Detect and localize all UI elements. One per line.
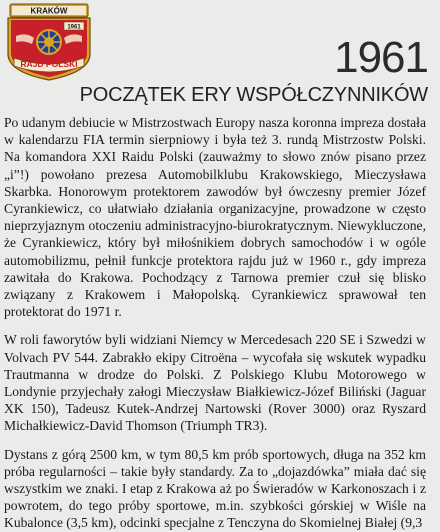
paragraph: W roli faworytów byli widziani Niemcy w Mercedesach 220 SE i Szwedzi w Volvach PV 544. Zabrakło ekipy Citroëna – wycofała się wskutek wypadku Trautmanna w drodze do Polski. Z Polskiego Klubu Motorowego w Londynie przyjechały załogi Mieczysław Białkiewicz-Józef Biliński (Jaguar XK 150), Tadeusz Kutek-Andrzej Nartowski (Rover 3000) oraz Ryszard Michałkiewicz-David Thomson (Triumph TR3). [4, 332, 426, 434]
article-body [4, 114, 426, 532]
badge-bottom-text: RAJD POLSKI [20, 59, 78, 69]
badge-number: 1961 [67, 24, 81, 31]
paragraph: Dystans z górą 2500 km, w tym 80,5 km prób sportowych, długa na 352 km próba regularności – takie były standardy. Za to „dojazdówka” miała dać się wszystkim we znaki. I etap z Krakowa aż po Świeradów w Karkonoszach i z powrotem, do tego próby sportowe, m.in. szybkości górskiej w Wiśle na Kubalonce (3,5 km), odcinki specjalne z Tenczyna do Skomielnej Białej (9,3 [4, 446, 426, 531]
rajd-polski-badge [4, 2, 96, 82]
chapter-year: 1961 [334, 33, 428, 82]
badge-top-text: KRAKÓW [30, 6, 68, 16]
chapter-title: POCZĄTEK ERY WSPÓŁCZYNNIKÓW [79, 84, 428, 106]
rally-emblem-badge-icon [4, 2, 96, 82]
paragraph: Po udanym debiucie w Mistrzostwach Europy nasza koronna impreza dostała w kalendarzu FIA termin sierpniowy i była też 3. rundą Mistrzostw Polski. Na komandora XXI Raidu Polski (zauważmy to słowo znów pisano przez „i”!) powołano prezesa Automobilklubu Krakowskiego, Mieczysława Skarbka. Honorowym protektorem zawodów był ówczesny premier Józef Cyrankiewicz, co ułatwiało działania organizacyjne, prowadzone w często nieprzyjaznym otoczeniu administracyjno-biurokratycznym. Niewykluczone, że Cyrankiewicz, który był miłośnikiem dobrych samochodów i w ogóle automobilizmu, pełnił funkcje protektora rajdu już w 1960 r., gdy impreza zawitała do Krakowa. Pochodzący z Tarnowa premier czuł się blisko związany z Krakowem i Małopolską. Cyrankiewicz sprawował ten protektorat do 1971 r. [4, 115, 426, 320]
